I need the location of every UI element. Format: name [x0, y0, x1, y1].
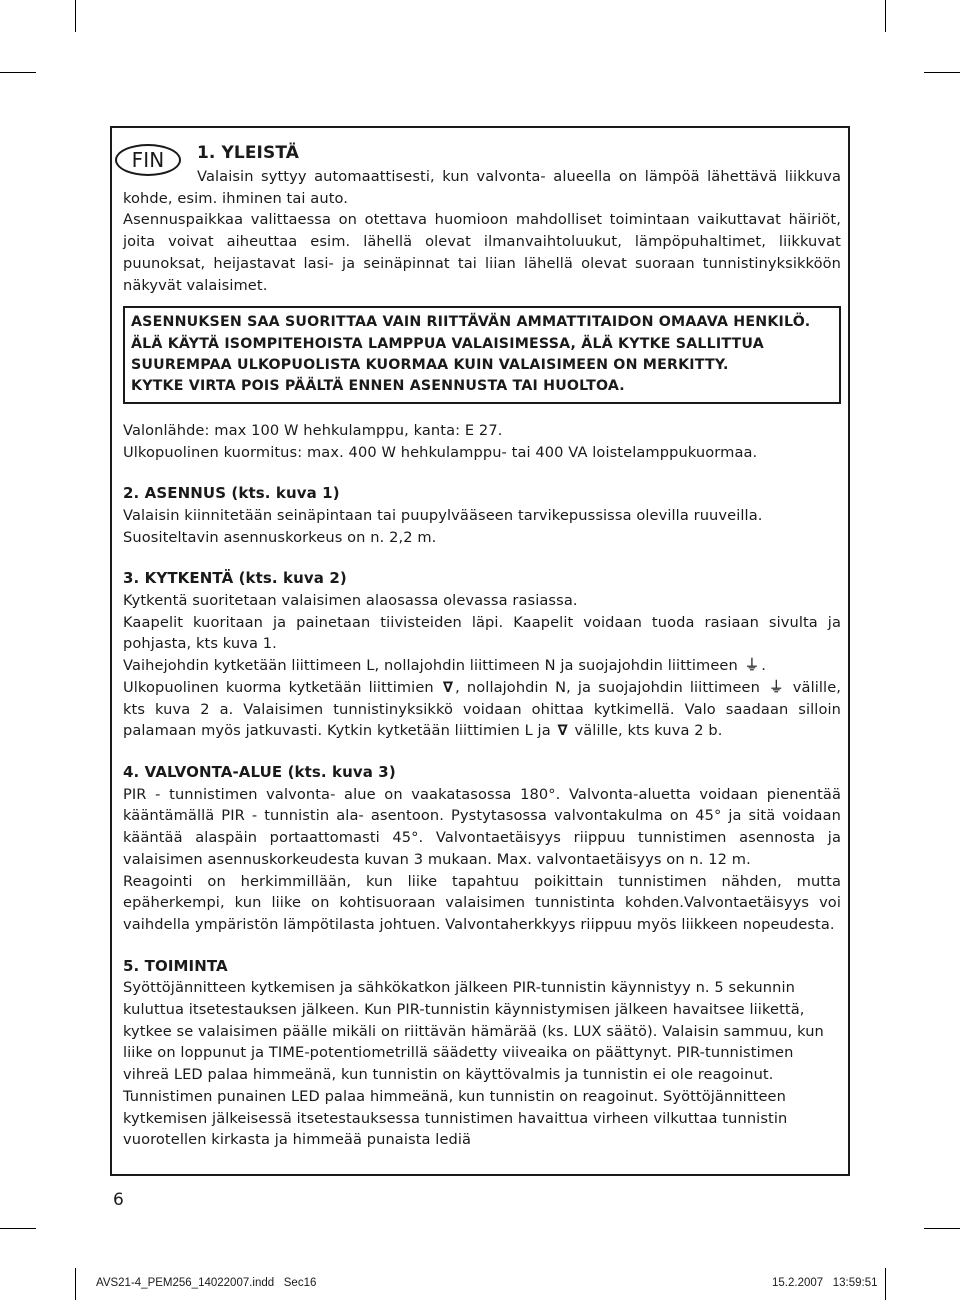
warning-line: KYTKE VIRTA POIS PÄÄLTÄ ENNEN ASENNUSTA TAI HUOLTOA.: [131, 378, 625, 395]
manual-content: [123, 140, 841, 1151]
warning-line: ASENNUKSEN SAA SUORITTAA VAIN RIITTÄVÄN AMMATTITAIDON OMAAVA HENKILÖ.: [131, 314, 811, 331]
section-3-line: Kytkentä suoritetaan valaisimen alaosassa olevassa rasiassa.: [123, 592, 578, 610]
warning-line: ÄLÄ KÄYTÄ ISOMPITEHOISTA LAMPPUA VALAISIMESSA, ÄLÄ KYTKE SALLITTUA SUUREMPAA ULKOPUOLISTA KUORMAA KUIN VALAISIMEEN ON MERKITTY.: [131, 335, 764, 374]
section-2-line: Suositeltavin asennuskorkeus on n. 2,2 m.: [123, 528, 437, 546]
spec-external-load: Ulkopuolinen kuormitus: max. 400 W hehkulamppu- tai 400 VA loistelamppukuormaa.: [123, 443, 758, 461]
section-2-line: Valaisin kiinnitetään seinäpintaan tai puupylvääseen tarvikepussissa olevilla ruuveilla.: [123, 506, 763, 524]
section-5-text: Syöttöjännitteen kytkemisen ja sähkökatkon jälkeen PIR-tunnistin käynnistyy n. 5 sekunnin kuluttua itsetestauksen jälkeen. Kun PIR-tunnistin käynnistymisen jälkeen havaitsee liikettä, kytkee se valaisimen päälle mikäli on riittävän hämärää (ks. LUX säätö). Valaisin sammuu, kun liike on loppunut ja TIME-potentiometrillä säädetty viiveaika on päättynyt. PIR-tunnistimen vihreä LED palaa himmeänä, kun tunnistin on käyttövalmis ja tunnistin ei ole reagoinut. Tunnistimen punainen LED palaa himmeänä, kun tunnistin on reagoinut. Syöttöjännitteen kytkemisen jälkeisessä itsetestauksessa tunnistimen havaittua virheen vilkuttaa tunnistin vuorotellen kirkasta ja himmeää punaista lediä: [123, 979, 824, 1149]
load-terminal-icon: ∇: [557, 722, 568, 740]
crop-mark: [0, 72, 36, 73]
footer-datetime: 15.2.2007 13:59:51: [772, 1277, 878, 1289]
section-4-text: PIR - tunnistimen valvonta- alue on vaakatasossa 180°. Valvonta-aluetta voidaan pienentää kääntämällä PIR - tunnistin ala- asentoon. Pystytasossa valvontakulma on 45° ja sitä voidaan kääntää alaspäin portaattomasti 45°. Valvontaetäisyys riippuu tunnistimen asennosta ja valaisimen asennuskorkeudesta kuvan 3 mukaan. Max. valvontaetäisyys on n. 12 m. Reagointi on herkimmillään, kun liike tapahtuu poikittain tunnistimen nähden, mutta epäherkempi, kun liike on kohtisuoraan valaisimen tunnistinta kohden.Valvontaetäisyys voi vaihdella ympäristön lämpötilasta johtuen. Valvontaherkkyys riippuu myös liikkeen nopeudesta.: [123, 785, 841, 933]
section-1-title: 1. YLEISTÄ: [197, 143, 299, 163]
section-3-text: välille, kts kuva 2 b.: [574, 722, 723, 740]
section-3-text: Vaihejohdin kytketään liittimeen L, nollajohdin liittimeen N ja suojajohdin liittimeen: [123, 657, 738, 675]
page-number: 6: [113, 1190, 124, 1210]
section-3-text: välille, kts kuva 2 a. Valaisimen tunnistinyksikkö voidaan ohittaa kytkimellä. Valo saadaan silloin palamaan myös jatkuvasti. Kytkin kytketään liittimien L ja: [123, 678, 842, 740]
footer-file-info: AVS21-4_PEM256_14022007.indd Sec16: [96, 1277, 317, 1289]
section-3-line: [123, 655, 841, 677]
section-1-first-line: Valaisin syttyy automaattisesti, kun valvonta- alueella on lämpöä lähettävä liikkuva: [197, 168, 841, 185]
crop-mark: [885, 1268, 886, 1300]
section-3-line: [123, 677, 841, 742]
ground-icon: ⏚: [769, 678, 784, 696]
crop-mark: [924, 1228, 960, 1229]
section-1-text: kohde, esim. ihminen tai auto. Asennuspaikkaa valittaessa on otettava huomioon mahdolliset toimintaan vaikuttavat häiriöt, joita voivat aiheuttaa esim. lähellä olevat ilmanvaihtoluukut, lämpöpuhaltimet, liikkuvat puunoksat, heijastavat lasi- ja seinäpinnat tai liian lähellä olevat suoraan tunnistinyksikköön näkyvät valaisimet.: [123, 189, 841, 294]
crop-mark: [75, 0, 76, 32]
warning-box: [123, 306, 841, 404]
crop-mark: [0, 1228, 36, 1229]
section-2-title: 2. ASENNUS (kts. kuva 1): [123, 484, 340, 503]
section-4-title: 4. VALVONTA-ALUE (kts. kuva 3): [123, 762, 396, 781]
section-3-line: Kaapelit kuoritaan ja painetaan tiivisteiden läpi. Kaapelit voidaan tuoda rasiaan sivulta ja pohjasta, kts kuva 1.: [123, 613, 841, 653]
section-3-text: Ulkopuolinen kuorma kytketään liittimien: [123, 678, 434, 696]
crop-mark: [885, 0, 886, 32]
section-3-text: , nollajohdin N, ja suojajohdin liittimeen: [455, 678, 760, 696]
load-terminal-icon: ∇: [442, 678, 454, 696]
crop-mark: [75, 1268, 76, 1300]
section-3-text: .: [761, 657, 767, 675]
spec-light-source: Valonlähde: max 100 W hehkulamppu, kanta: E 27.: [123, 421, 503, 439]
section-3-title: 3. KYTKENTÄ (kts. kuva 2): [123, 569, 347, 588]
ground-icon: ⏚: [744, 657, 760, 675]
crop-mark: [924, 72, 960, 73]
section-5-title: 5. TOIMINTA: [123, 956, 228, 975]
language-badge: FIN: [115, 144, 181, 176]
